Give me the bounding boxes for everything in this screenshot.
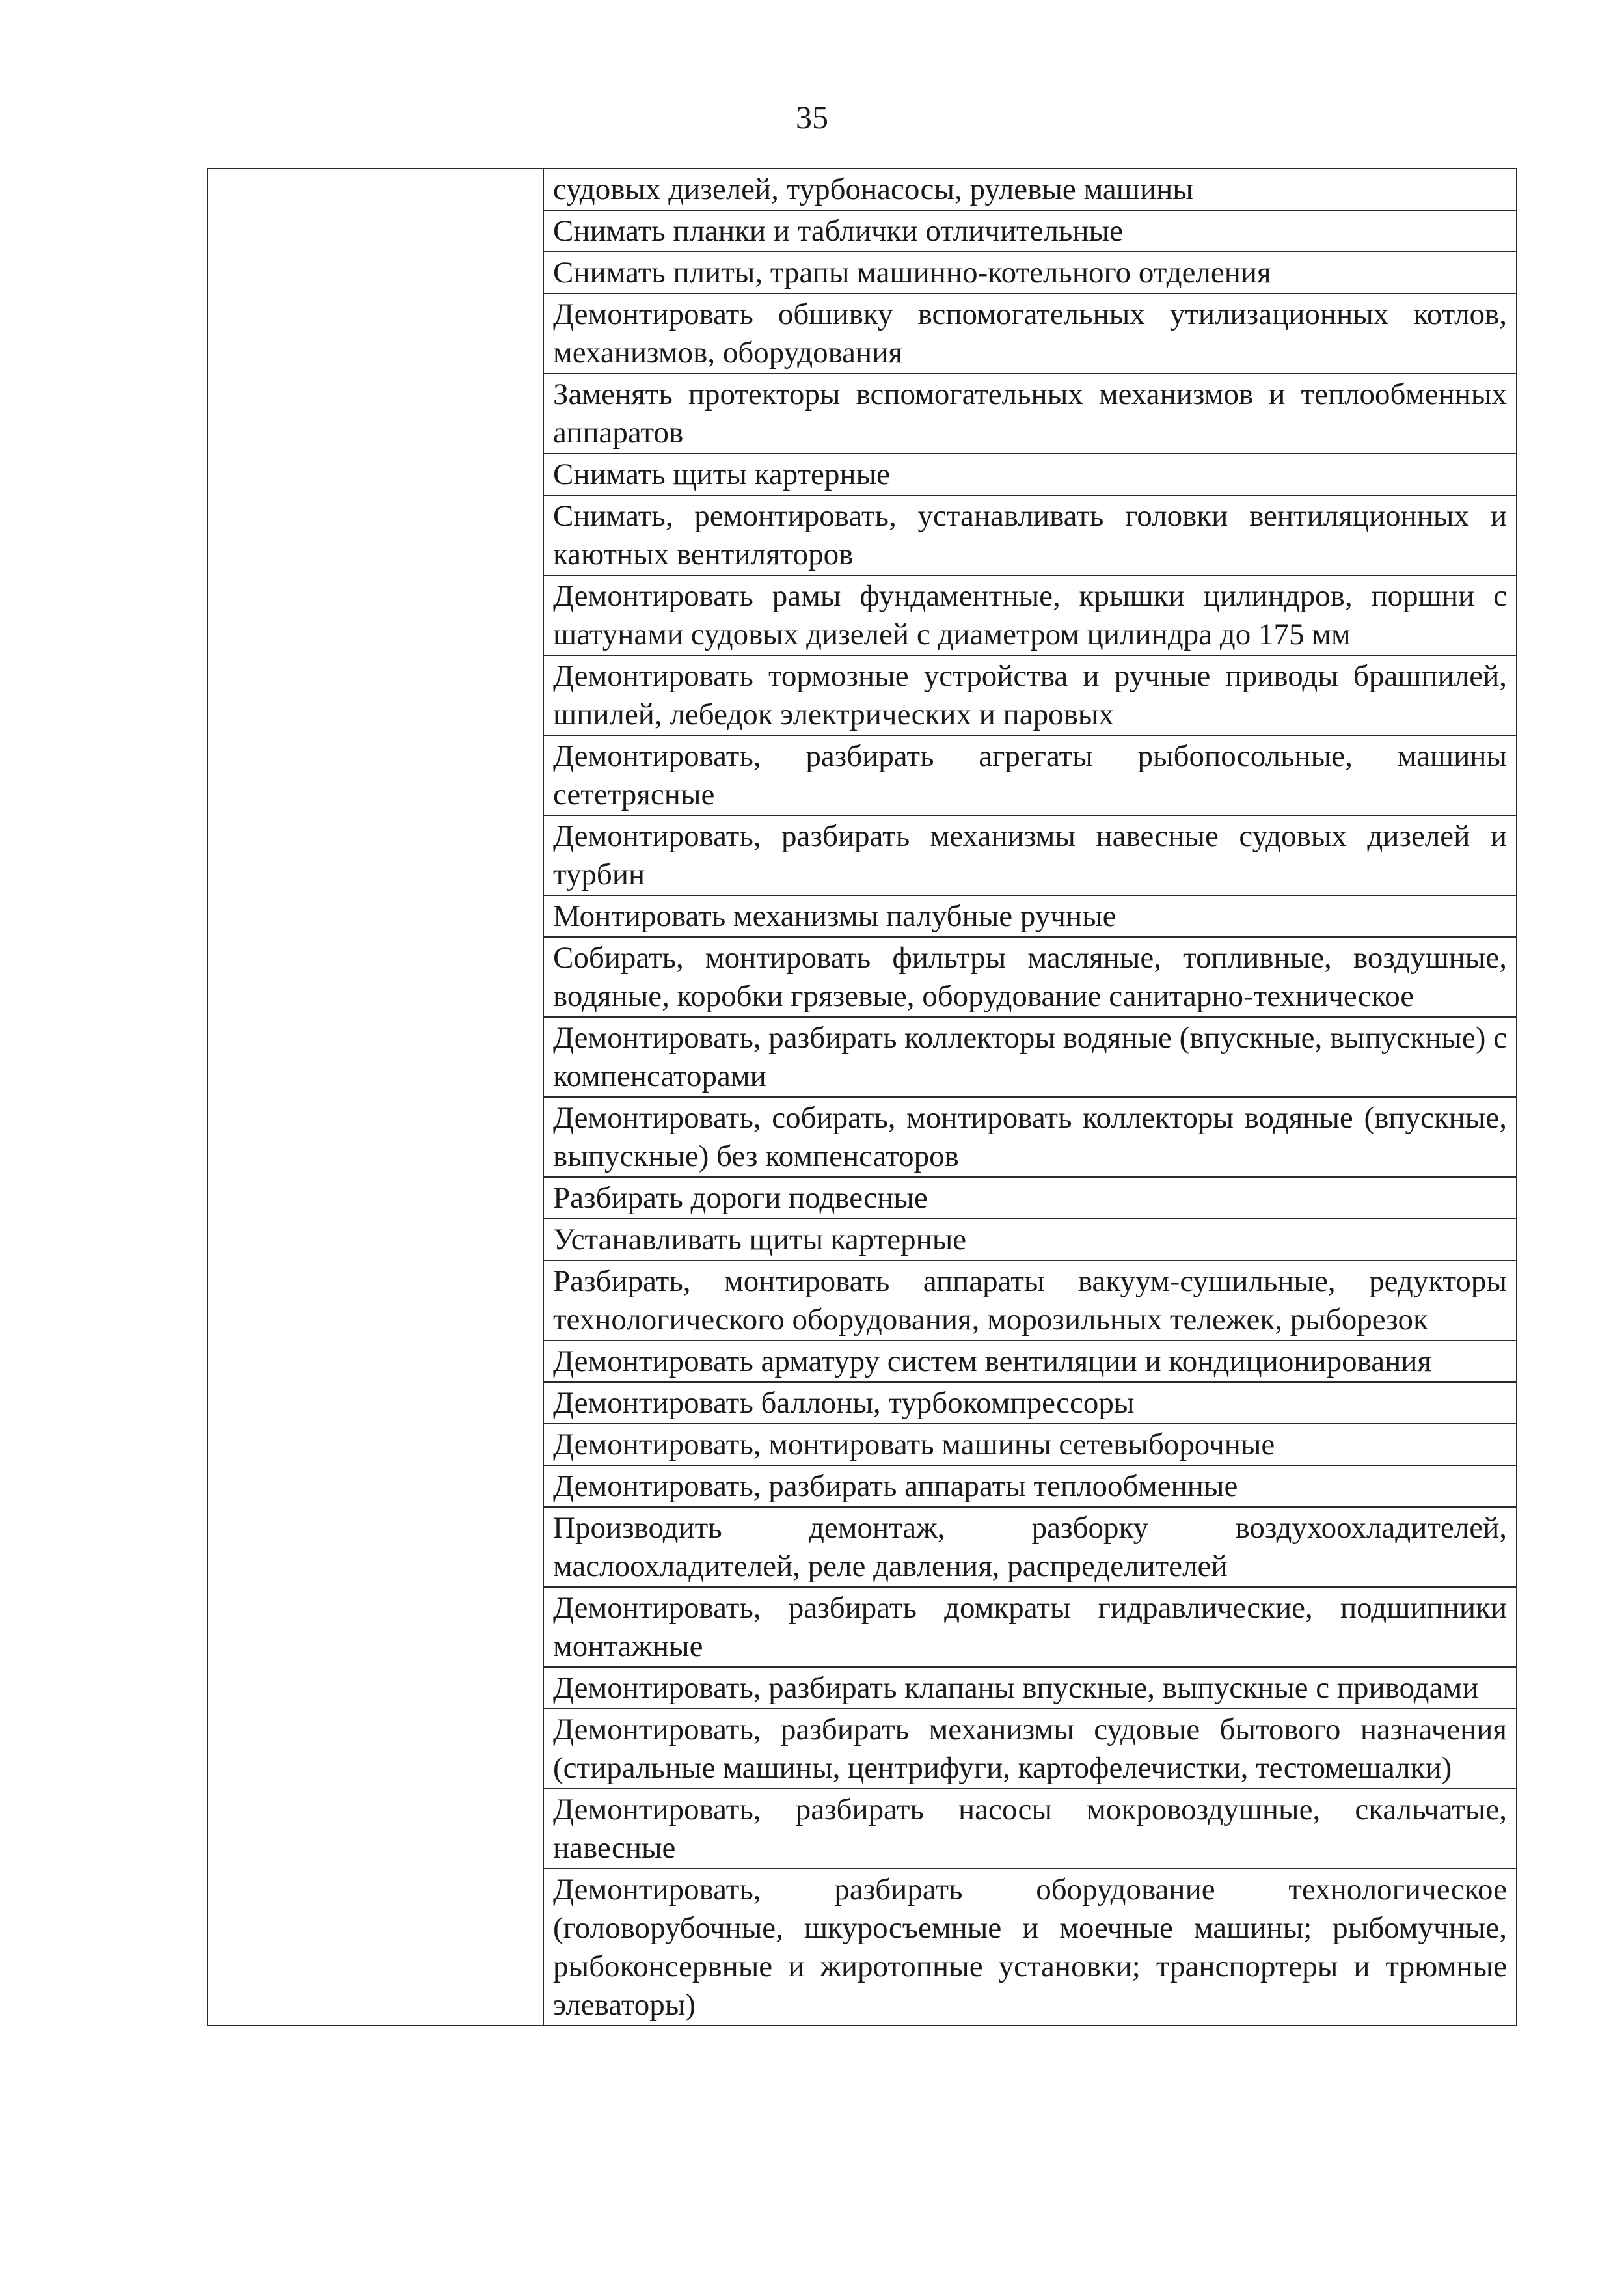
cell-text: Разбирать, монтировать аппараты вакуум-сушильные, редукторы технологического оборудования, морозильных тележек, рыборезок <box>553 1264 1507 1337</box>
cell-text: Демонтировать обшивку вспомогательных утилизационных котлов, механизмов, оборудования <box>553 297 1507 370</box>
cell-text: Демонтировать рамы фундаментные, крышки цилиндров, поршни с шатунами судовых дизелей с диаметром цилиндра до 175 мм <box>553 579 1507 651</box>
cell-text: Снимать щиты картерные <box>553 457 891 491</box>
cell-text: Демонтировать, собирать, монтировать коллекторы водяные (впускные, выпускные) без компенсаторов <box>553 1101 1507 1173</box>
table-cell <box>543 374 1517 454</box>
table-cell <box>543 454 1517 495</box>
cell-text: Демонтировать, разбирать оборудование технологическое (головорубочные, шкуросъемные и моечные машины; рыбомучные, рыбоконсервные и жиротопные установки; транспортеры и трюмные элеваторы) <box>553 1873 1507 2022</box>
table-cell <box>543 575 1517 655</box>
cell-text: судовых дизелей, турбонасосы, рулевые машины <box>553 172 1193 206</box>
table-cell <box>543 1219 1517 1260</box>
table-cell <box>543 1382 1517 1424</box>
table-cell <box>543 1424 1517 1465</box>
table-cell <box>543 1017 1517 1097</box>
cell-text: Монтировать механизмы палубные ручные <box>553 899 1116 933</box>
table-cell <box>543 1869 1517 2026</box>
cell-text: Демонтировать, разбирать агрегаты рыбопосольные, машины сететрясные <box>553 739 1507 811</box>
cell-text: Демонтировать, монтировать машины сетевыборочные <box>553 1428 1275 1461</box>
cell-text: Собирать, монтировать фильтры масляные, топливные, воздушные, водяные, коробки грязевые, оборудование санитарно-техническое <box>553 941 1507 1013</box>
table-cell <box>543 210 1517 252</box>
table-cell <box>543 252 1517 293</box>
table-cell <box>543 735 1517 815</box>
table-cell <box>543 293 1517 374</box>
table-cell <box>543 1465 1517 1507</box>
table-cell <box>543 495 1517 575</box>
table-row <box>208 169 1517 210</box>
table-cell <box>543 1709 1517 1789</box>
table-cell <box>543 1667 1517 1709</box>
cell-text: Снимать, ремонтировать, устанавливать головки вентиляционных и каютных вентиляторов <box>553 499 1507 571</box>
cell-text: Демонтировать тормозные устройства и ручные приводы брашпилей, шпилей, лебедок электрических и паровых <box>553 659 1507 731</box>
table-cell <box>543 1177 1517 1219</box>
cell-text: Разбирать дороги подвесные <box>553 1181 928 1215</box>
cell-text: Демонтировать, разбирать клапаны впускные, выпускные с приводами <box>553 1671 1479 1705</box>
table-cell <box>543 1507 1517 1587</box>
cell-text: Снимать планки и таблички отличительные <box>553 214 1123 248</box>
cell-text: Демонтировать, разбирать механизмы навесные судовых дизелей и турбин <box>553 819 1507 891</box>
cell-text: Демонтировать, разбирать домкраты гидравлические, подшипники монтажные <box>553 1591 1507 1663</box>
cell-text: Демонтировать, разбирать аппараты теплообменные <box>553 1469 1238 1503</box>
work-list-table <box>207 168 1517 2026</box>
table-cell <box>543 937 1517 1017</box>
table-cell <box>543 655 1517 735</box>
empty-left-cell <box>208 169 543 2026</box>
cell-text: Производить демонтаж, разборку воздухоохладителей, маслоохладителей, реле давления, распределителей <box>553 1511 1507 1583</box>
table-cell <box>543 1260 1517 1340</box>
table-cell <box>543 815 1517 895</box>
table-cell <box>543 1789 1517 1869</box>
table-cell <box>543 1587 1517 1667</box>
page-number: 35 <box>796 99 828 135</box>
cell-text: Демонтировать, разбирать механизмы судовые бытового назначения (стиральные машины, центрифуги, картофелечистки, тестомешалки) <box>553 1713 1507 1785</box>
table-cell <box>543 1340 1517 1382</box>
table-body <box>208 169 1517 2026</box>
table-cell <box>543 895 1517 937</box>
cell-text: Заменять протекторы вспомогательных механизмов и теплообменных аппаратов <box>553 377 1507 450</box>
cell-text: Снимать плиты, трапы машинно-котельного отделения <box>553 256 1271 290</box>
cell-text: Демонтировать арматуру систем вентиляции и кондиционирования <box>553 1344 1431 1378</box>
cell-text: Демонтировать, разбирать насосы мокровоздушные, скальчатые, навесные <box>553 1793 1507 1865</box>
table-cell <box>543 1097 1517 1177</box>
cell-text: Демонтировать баллоны, турбокомпрессоры <box>553 1386 1135 1420</box>
cell-text: Устанавливать щиты картерные <box>553 1223 967 1256</box>
cell-text: Демонтировать, разбирать коллекторы водяные (впускные, выпускные) с компенсаторами <box>553 1021 1507 1093</box>
table-cell <box>543 169 1517 210</box>
